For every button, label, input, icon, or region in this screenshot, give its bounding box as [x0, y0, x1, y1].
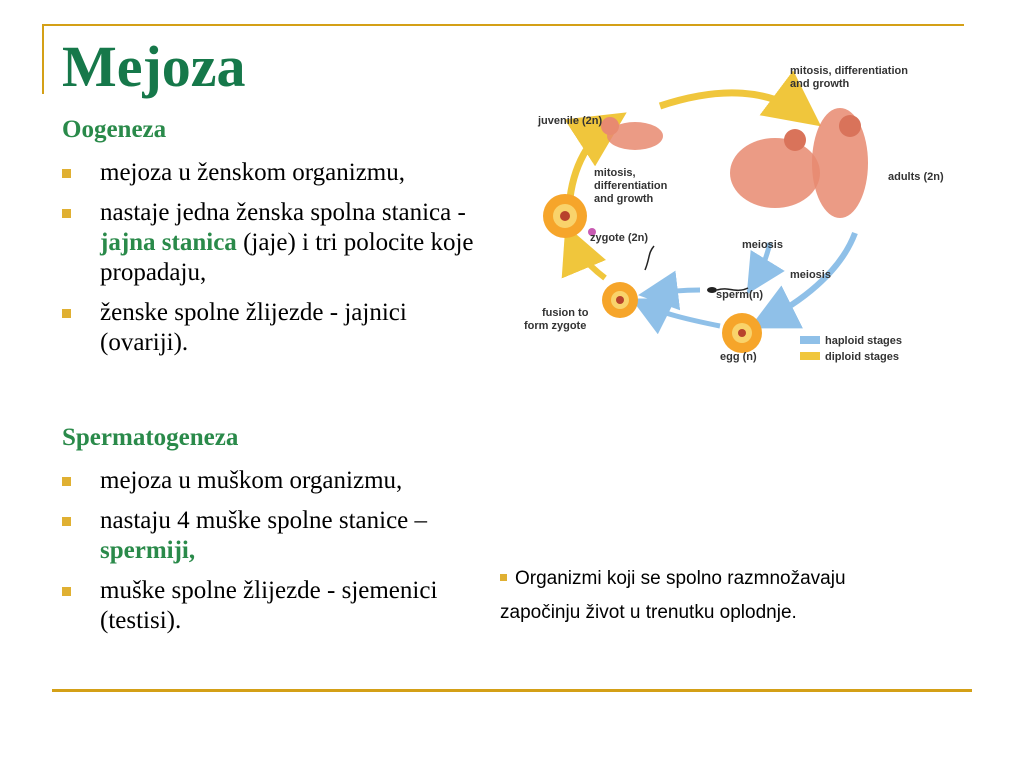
- bullet-icon: [62, 477, 71, 486]
- label-fusion-2: form zygote: [524, 320, 587, 332]
- oogeneza-list: [62, 158, 492, 368]
- list-item: ženske spolne žlijezde - jajnici (ovariji).: [62, 298, 492, 358]
- spermatogeneza-list: [62, 466, 492, 646]
- bullet-icon: [62, 209, 71, 218]
- highlight-jajna-stanica: jajna stanica: [100, 229, 237, 256]
- adults-figure: [730, 108, 868, 218]
- fusion-cell: [602, 282, 638, 318]
- slide-title: Mejoza: [62, 34, 246, 99]
- left-rule: [42, 24, 44, 94]
- legend-diploid-label: diploid stages: [825, 351, 899, 363]
- arrow-juvenile-to-adults: [660, 93, 810, 118]
- legend-diploid-swatch: [800, 352, 820, 360]
- bullet-icon: [62, 587, 71, 596]
- bottom-rule: [52, 689, 972, 692]
- list-item: muške spolne žlijezde - sjemenici (testisi).: [62, 576, 492, 636]
- list-item: nastaju 4 muške spolne stanice – spermiji,: [62, 506, 492, 566]
- legend-haploid-label: haploid stages: [825, 335, 903, 347]
- label-zygote: zygote (2n): [590, 232, 649, 244]
- note-line-2: započinju život u trenutku oplodnje.: [500, 602, 797, 623]
- label-egg: egg (n): [720, 351, 757, 363]
- label-adults: adults (2n): [888, 171, 944, 183]
- label-mitosis-top-2: and growth: [790, 78, 850, 90]
- highlight-spermiji: spermiji,: [100, 537, 196, 564]
- bullet-icon: [62, 169, 71, 178]
- label-fusion-1: fusion to: [542, 307, 589, 319]
- arrow-egg-to-fusion: [640, 303, 720, 326]
- note-box: [500, 562, 980, 630]
- bullet-icon: [62, 309, 71, 318]
- label-mitosis-mid-1: mitosis,: [594, 167, 636, 179]
- arrow-sperm-to-fusion: [648, 290, 700, 294]
- label-meiosis-mid: meiosis: [742, 239, 783, 251]
- list-item: nastaje jedna ženska spolna stanica - jajna stanica (jaje) i tri polocite koje propadaju,: [62, 198, 492, 288]
- top-rule: [42, 24, 964, 26]
- juvenile-figure: [601, 117, 663, 150]
- label-juvenile: juvenile (2n): [538, 115, 603, 127]
- egg-cell: [722, 313, 762, 353]
- label-sperm: sperm(n): [716, 289, 764, 301]
- label-mitosis-top-1: mitosis, differentiation: [790, 65, 908, 77]
- sperm-cell: [645, 246, 748, 293]
- list-item: mejoza u muškom organizmu,: [62, 466, 492, 496]
- bullet-icon: [62, 517, 71, 526]
- list-item: mejoza u ženskom organizmu,: [62, 158, 492, 188]
- note-line-1: Organizmi koji se spolno razmnožavaju: [500, 562, 980, 596]
- bullet-icon: [500, 574, 507, 581]
- spermatogeneza-heading: Spermatogeneza: [62, 424, 239, 451]
- legend-haploid-swatch: [800, 336, 820, 344]
- label-meiosis-right: meiosis: [790, 269, 831, 281]
- label-mitosis-mid-3: and growth: [594, 193, 654, 205]
- zygote-cell: [543, 194, 596, 238]
- life-cycle-diagram: [520, 58, 960, 378]
- label-mitosis-mid-2: differentiation: [594, 180, 668, 192]
- oogeneza-heading: Oogeneza: [62, 116, 167, 143]
